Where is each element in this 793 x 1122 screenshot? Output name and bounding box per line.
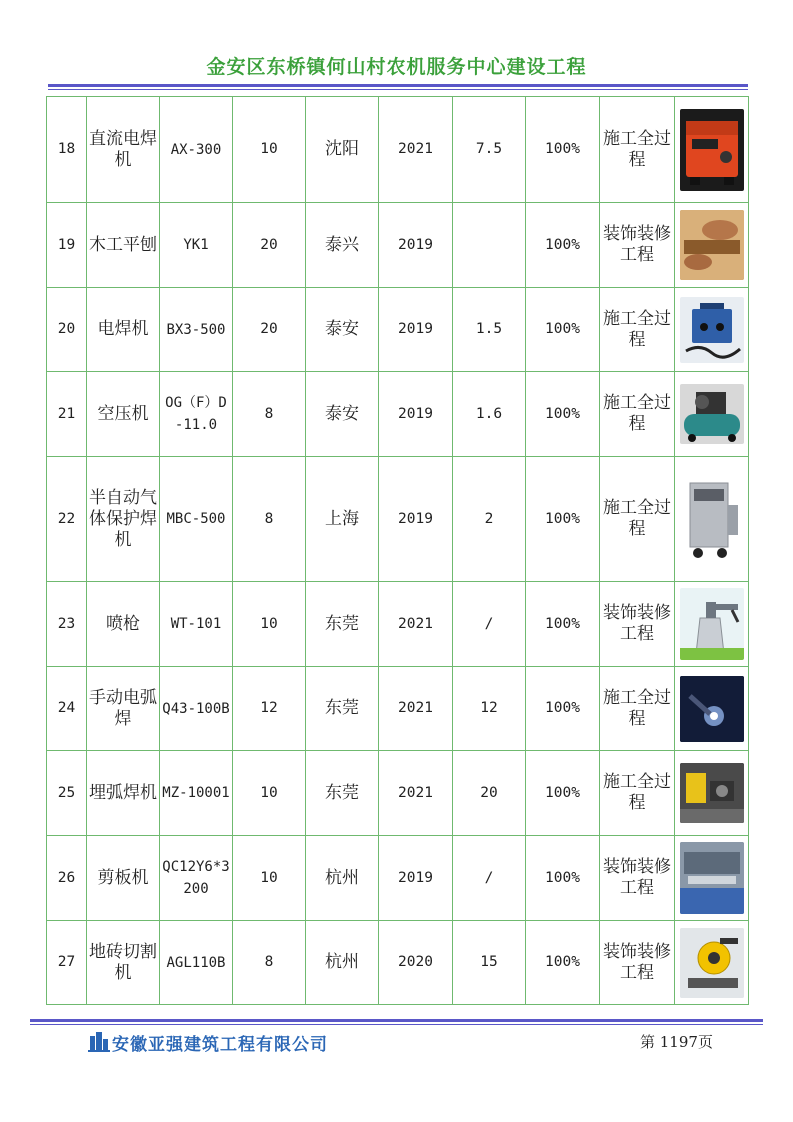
equipment-year: 2019 bbox=[379, 203, 453, 288]
welder-photo bbox=[680, 297, 744, 363]
equipment-power: 2 bbox=[453, 457, 526, 582]
table-row bbox=[47, 288, 749, 372]
equipment-quantity: 8 bbox=[233, 372, 306, 457]
equipment-origin: 泰安 bbox=[306, 372, 379, 457]
equipment-origin: 东莞 bbox=[306, 582, 379, 667]
table-row bbox=[47, 457, 749, 582]
equipment-condition: 100% bbox=[526, 836, 600, 921]
equipment-name: 手动电弧焊 bbox=[87, 667, 160, 751]
equipment-scope: 装饰装修工程 bbox=[600, 582, 675, 667]
equipment-table bbox=[46, 96, 749, 1005]
row-number: 19 bbox=[47, 203, 87, 288]
equipment-name: 直流电焊机 bbox=[87, 97, 160, 203]
equipment-condition: 100% bbox=[526, 457, 600, 582]
row-number: 25 bbox=[47, 751, 87, 836]
equipment-scope: 施工全过程 bbox=[600, 372, 675, 457]
equipment-year: 2021 bbox=[379, 582, 453, 667]
row-number: 26 bbox=[47, 836, 87, 921]
tile-cutter-photo bbox=[680, 928, 744, 998]
table-row bbox=[47, 582, 749, 667]
footer-rule-thin bbox=[30, 1024, 763, 1025]
equipment-quantity: 12 bbox=[233, 667, 306, 751]
dc-welder-photo bbox=[680, 109, 744, 191]
gas-shielded-welder-photo bbox=[680, 475, 744, 563]
equipment-model: Q43-100B bbox=[160, 667, 233, 751]
equipment-scope: 施工全过程 bbox=[600, 97, 675, 203]
equipment-name: 地砖切割机 bbox=[87, 921, 160, 1005]
equipment-year: 2019 bbox=[379, 457, 453, 582]
equipment-model: YK1 bbox=[160, 203, 233, 288]
equipment-power: 20 bbox=[453, 751, 526, 836]
wood-planer-photo bbox=[680, 210, 744, 280]
equipment-condition: 100% bbox=[526, 582, 600, 667]
equipment-name: 半自动气体保护焊机 bbox=[87, 457, 160, 582]
header-rule bbox=[48, 84, 748, 87]
equipment-condition: 100% bbox=[526, 921, 600, 1005]
equipment-name: 埋弧焊机 bbox=[87, 751, 160, 836]
equipment-model: MBC-500 bbox=[160, 457, 233, 582]
equipment-model: AGL110B bbox=[160, 921, 233, 1005]
page-number: 第 1197页 bbox=[640, 1033, 713, 1051]
table-row bbox=[47, 97, 749, 203]
equipment-quantity: 20 bbox=[233, 288, 306, 372]
equipment-condition: 100% bbox=[526, 372, 600, 457]
equipment-condition: 100% bbox=[526, 667, 600, 751]
equipment-power bbox=[453, 203, 526, 288]
table-row bbox=[47, 203, 749, 288]
equipment-year: 2019 bbox=[379, 836, 453, 921]
equipment-year: 2021 bbox=[379, 751, 453, 836]
equipment-model: OG（F）D-11.0 bbox=[160, 372, 233, 457]
row-number: 24 bbox=[47, 667, 87, 751]
equipment-power: 7.5 bbox=[453, 97, 526, 203]
equipment-name: 电焊机 bbox=[87, 288, 160, 372]
equipment-year: 2021 bbox=[379, 97, 453, 203]
table-row bbox=[47, 667, 749, 751]
equipment-quantity: 8 bbox=[233, 921, 306, 1005]
shearing-machine-photo bbox=[680, 842, 744, 914]
equipment-model: QC12Y6*3200 bbox=[160, 836, 233, 921]
equipment-quantity: 8 bbox=[233, 457, 306, 582]
equipment-quantity: 10 bbox=[233, 836, 306, 921]
equipment-model: WT-101 bbox=[160, 582, 233, 667]
equipment-quantity: 10 bbox=[233, 97, 306, 203]
equipment-condition: 100% bbox=[526, 751, 600, 836]
air-compressor-photo bbox=[680, 384, 744, 444]
row-number: 20 bbox=[47, 288, 87, 372]
row-number: 21 bbox=[47, 372, 87, 457]
table-row bbox=[47, 836, 749, 921]
equipment-power: 1.5 bbox=[453, 288, 526, 372]
equipment-origin: 沈阳 bbox=[306, 97, 379, 203]
row-number: 18 bbox=[47, 97, 87, 203]
page-header-title: 金安区东桥镇何山村农机服务中心建设工程 bbox=[206, 56, 587, 78]
equipment-scope: 施工全过程 bbox=[600, 751, 675, 836]
building-logo-icon bbox=[88, 1030, 110, 1052]
table-row bbox=[47, 372, 749, 457]
equipment-scope: 装饰装修工程 bbox=[600, 836, 675, 921]
footer-company-name: 安徽亚强建筑工程有限公司 bbox=[112, 1035, 328, 1055]
equipment-power: 12 bbox=[453, 667, 526, 751]
equipment-year: 2021 bbox=[379, 667, 453, 751]
equipment-origin: 泰安 bbox=[306, 288, 379, 372]
equipment-condition: 100% bbox=[526, 288, 600, 372]
equipment-model: AX-300 bbox=[160, 97, 233, 203]
equipment-power: 15 bbox=[453, 921, 526, 1005]
equipment-condition: 100% bbox=[526, 97, 600, 203]
equipment-scope: 施工全过程 bbox=[600, 457, 675, 582]
equipment-scope: 装饰装修工程 bbox=[600, 203, 675, 288]
row-number: 22 bbox=[47, 457, 87, 582]
header-rule-thin bbox=[48, 89, 748, 90]
equipment-scope: 施工全过程 bbox=[600, 288, 675, 372]
equipment-condition: 100% bbox=[526, 203, 600, 288]
equipment-quantity: 10 bbox=[233, 582, 306, 667]
table-row bbox=[47, 751, 749, 836]
equipment-scope: 装饰装修工程 bbox=[600, 921, 675, 1005]
equipment-name: 空压机 bbox=[87, 372, 160, 457]
row-number: 23 bbox=[47, 582, 87, 667]
equipment-origin: 上海 bbox=[306, 457, 379, 582]
equipment-quantity: 10 bbox=[233, 751, 306, 836]
table-row bbox=[47, 921, 749, 1005]
equipment-origin: 杭州 bbox=[306, 921, 379, 1005]
arc-welding-photo bbox=[680, 676, 744, 742]
equipment-quantity: 20 bbox=[233, 203, 306, 288]
equipment-origin: 泰兴 bbox=[306, 203, 379, 288]
equipment-power: / bbox=[453, 836, 526, 921]
equipment-scope: 施工全过程 bbox=[600, 667, 675, 751]
equipment-name: 喷枪 bbox=[87, 582, 160, 667]
spray-gun-photo bbox=[680, 588, 744, 660]
equipment-power: / bbox=[453, 582, 526, 667]
submerged-arc-welder-photo bbox=[680, 763, 744, 823]
equipment-origin: 东莞 bbox=[306, 751, 379, 836]
footer-rule bbox=[30, 1019, 763, 1022]
equipment-year: 2020 bbox=[379, 921, 453, 1005]
row-number: 27 bbox=[47, 921, 87, 1005]
equipment-name: 木工平刨 bbox=[87, 203, 160, 288]
equipment-origin: 东莞 bbox=[306, 667, 379, 751]
equipment-year: 2019 bbox=[379, 372, 453, 457]
equipment-origin: 杭州 bbox=[306, 836, 379, 921]
equipment-model: BX3-500 bbox=[160, 288, 233, 372]
equipment-name: 剪板机 bbox=[87, 836, 160, 921]
equipment-power: 1.6 bbox=[453, 372, 526, 457]
equipment-year: 2019 bbox=[379, 288, 453, 372]
equipment-model: MZ-10001 bbox=[160, 751, 233, 836]
